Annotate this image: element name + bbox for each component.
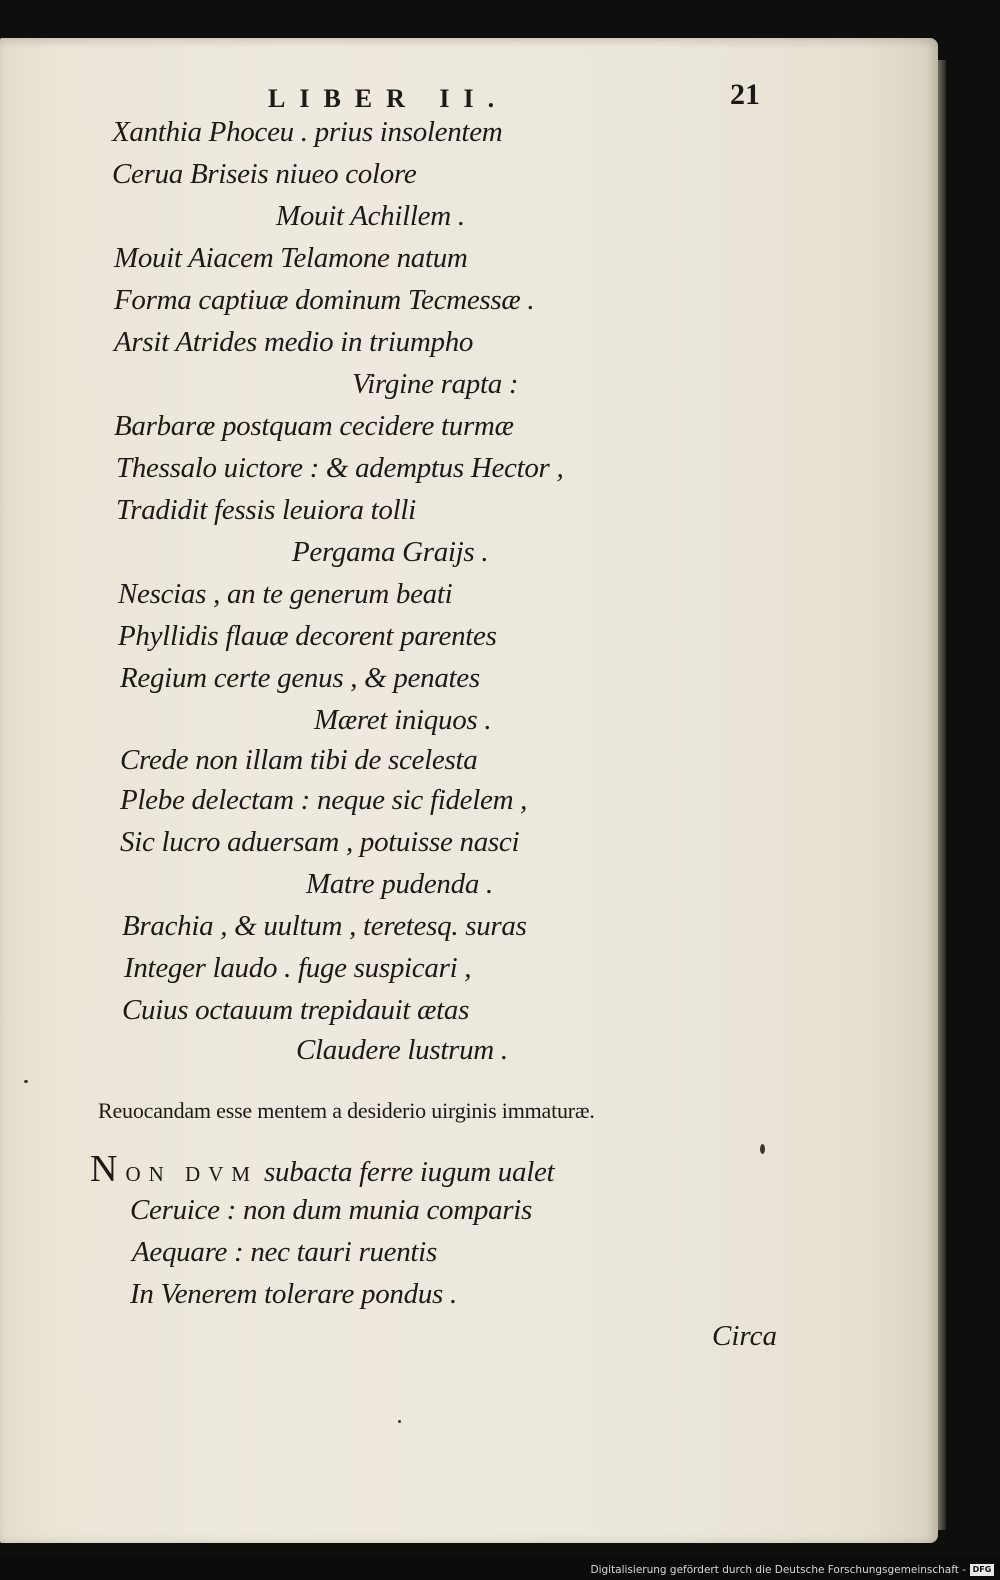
verse-line: In Venerem tolerare pondus .: [130, 1278, 457, 1310]
verse-line: Cerua Briseis niueo colore: [112, 158, 417, 190]
catchword: Circa: [712, 1320, 777, 1352]
verse-line: Sic lucro aduersam , potuisse nasci: [120, 826, 520, 858]
verse-line: Matre pudenda .: [306, 868, 493, 900]
verse-line: Brachia , & uultum , teretesq. suras: [122, 910, 527, 942]
verse-line: Forma captiuæ dominum Tecmessæ .: [114, 284, 535, 316]
ode-heading: Reuocandam esse mentem a desiderio uirginis immaturæ.: [98, 1098, 595, 1123]
verse-line: Claudere lustrum .: [296, 1034, 508, 1066]
folio-number: 21: [730, 78, 760, 111]
ink-mark: [760, 1144, 765, 1154]
paper-speck: [398, 1420, 401, 1423]
verse-line: Crede non illam tibi de scelesta: [120, 744, 478, 776]
verse-line: Mouit Achillem .: [276, 200, 465, 232]
ode-opening-line: [90, 1150, 554, 1188]
page-edge: [938, 60, 946, 1530]
verse-line: Mouit Aiacem Telamone natum: [114, 242, 468, 274]
opening-small-caps: ON DVM: [125, 1162, 259, 1186]
verse-line: Integer laudo . fuge suspicari ,: [124, 952, 472, 984]
dfg-logo-icon: DFG: [970, 1564, 994, 1576]
verse-line: Phyllidis flauæ decorent parentes: [118, 620, 497, 652]
initial-letter: N: [90, 1148, 126, 1190]
verse-line: Nescias , an te generum beati: [118, 578, 453, 610]
verse-line: Thessalo uictore : & ademptus Hector ,: [116, 452, 564, 484]
verse-line: Pergama Graijs .: [292, 536, 489, 568]
running-title: LIBER II.: [268, 84, 509, 113]
opening-text: subacta ferre iugum ualet: [264, 1156, 555, 1188]
paper-speck: [24, 1080, 28, 1083]
verse-line: Mæret iniquos .: [314, 704, 492, 736]
funding-credit: Digitalisierung gefördert durch die Deutsche Forschungsgemeinschaft -: [590, 1564, 966, 1576]
verse-line: Plebe delectam : neque sic fidelem ,: [120, 784, 528, 816]
verse-line: Arsit Atrides medio in triumpho: [114, 326, 474, 358]
verse-line: Ceruice : non dum munia comparis: [130, 1194, 532, 1226]
verse-line: Cuius octauum trepidauit ætas: [122, 994, 470, 1026]
verse-line: Regium certe genus , & penates: [120, 662, 480, 694]
verse-line: Tradidit fessis leuiora tolli: [116, 494, 416, 526]
verse-line: Barbaræ postquam cecidere turmæ: [114, 410, 514, 442]
verse-line: Aequare : nec tauri ruentis: [132, 1236, 437, 1268]
verse-line: Xanthia Phoceu . prius insolentem: [112, 116, 503, 148]
verse-line: Virgine rapta :: [352, 368, 519, 400]
